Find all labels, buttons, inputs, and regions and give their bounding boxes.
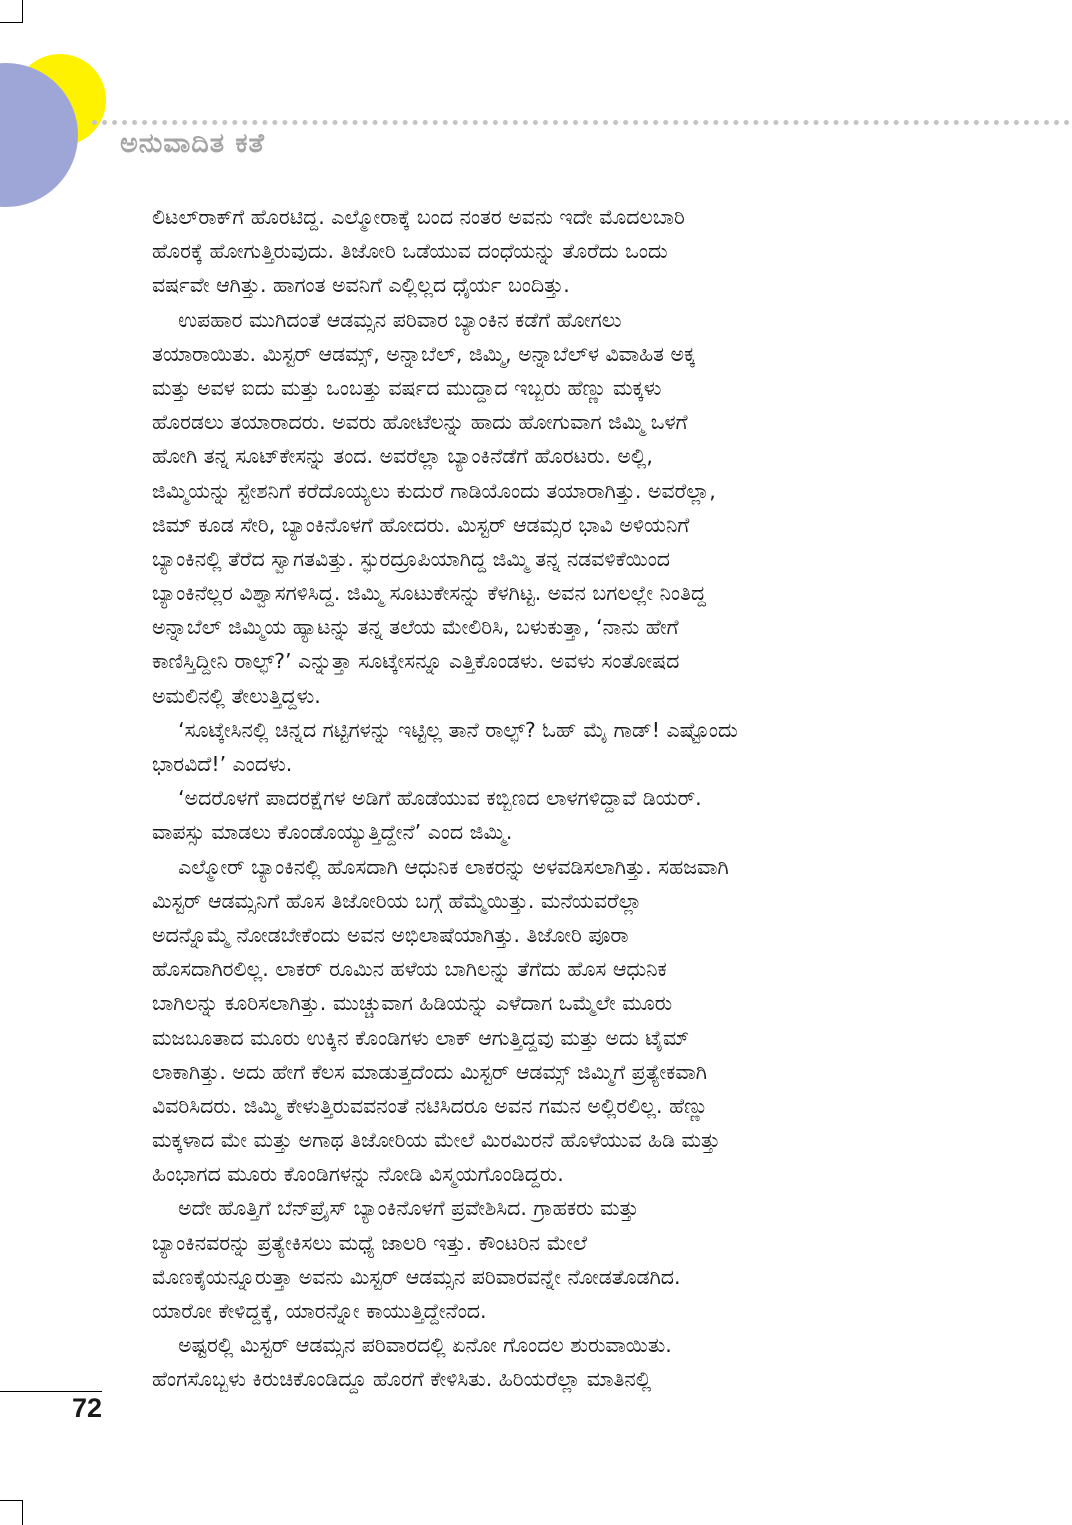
text-line: ಮತ್ತು ಅವಳ ಐದು ಮತ್ತು ಒಂಬತ್ತು ವರ್ಷದ ಮುದ್ದಾದ ಇಬ್ಬರು ಹೆಣ್ಣು ಮಕ್ಕಳು [152,375,662,400]
text-line: ಜಿಮ್ ಕೂಡ ಸೇರಿ, ಬ್ಯಾಂಕಿನೊಳಗೆ ಹೋದರು. ಮಿಸ್ಟರ್ ಆಡಮ್ಸರ ಭಾವಿ ಅಳಿಯನಿಗೆ [152,512,690,537]
text-line: ಭಾರವಿದೆ!’ ಎಂದಳು. [152,752,293,776]
text-line: ಹೆಂಗಸೊಬ್ಬಳು ಕಿರುಚಿಕೊಂಡಿದ್ದೂ ಹೊರಗೆ ಕೇಳಿಸಿತು. ಹಿರಿಯರೆಲ್ಲಾ ಮಾತಿನಲ್ಲಿ [152,1367,652,1392]
page-number-rule [0,1391,102,1392]
page-number: 72 [72,1393,103,1423]
text-line: ಮಜಬೂತಾದ ಮೂರು ಉಕ್ಕಿನ ಕೊಂಡಿಗಳು ಲಾಕ್ ಆಗುತ್ತಿದ್ದವು ಮತ್ತು ಅದು ಟೈಮ್ [152,1025,690,1050]
text-line: ಹೊರಕ್ಕೆ ಹೋಗುತ್ತಿರುವುದು. ತಿಜೋರಿ ಒಡೆಯುವ ದಂಧೆಯನ್ನು ತೊರೆದು ಒಂದು [152,239,668,264]
text-line: ಬಾಗಿಲನ್ನು ಕೂರಿಸಲಾಗಿತ್ತು. ಮುಚ್ಚುವಾಗ ಹಿಡಿಯನ್ನು ಎಳೆದಾಗ ಒಮ್ಮೆಲೇ ಮೂರು [152,991,673,1016]
text-line: ಎಲ್ಮೋರ್ ಬ್ಯಾಂಕಿನಲ್ಲಿ ಹೊಸದಾಗಿ ಆಧುನಿಕ ಲಾಕರನ್ನು ಅಳವಡಿಸಲಾಗಿತ್ತು. ಸಹಜವಾಗಿ [152,854,729,879]
text-line: ಹೊಸದಾಗಿರಲಿಲ್ಲ. ಲಾಕರ್ ರೂಮಿನ ಹಳೆಯ ಬಾಗಿಲನ್ನು ತೆಗೆದು ಹೊಸ ಆಧುನಿಕ [152,957,667,982]
text-line: ಹೊರಡಲು ತಯಾರಾದರು. ಅವರು ಹೋಟೆಲನ್ನು ಹಾದು ಹೋಗುವಾಗ ಜಿಮ್ಮಿ ಒಳಗೆ [152,410,688,435]
text-line: ತಯಾರಾಯಿತು. ಮಿಸ್ಟರ್ ಆಡಮ್ಸ್, ಅನ್ನಾಬೆಲ್, ಜಿಮ್ಮಿ, ಅನ್ನಾಬೆಲ್‌ಳ ವಿವಾಹಿತ ಅಕ್ಕ [152,341,696,366]
text-line: ಅದನ್ನೊಮ್ಮೆ ನೋಡಬೇಕೆಂದು ಅವನ ಅಭಿಲಾಷೆಯಾಗಿತ್ತು. ತಿಜೋರಿ ಪೂರಾ [152,922,629,947]
text-line: ‘ಅದರೊಳಗೆ ಪಾದರಕ್ಷೆಗಳ ಅಡಿಗೆ ಹೊಡೆಯುವ ಕಬ್ಬಿಣದ ಲಾಳಗಳಿದ್ದಾವೆ ಡಿಯರ್. [152,786,702,811]
text-line: ಮಕ್ಕಳಾದ ಮೇ ಮತ್ತು ಅಗಾಥ ತಿಜೋರಿಯ ಮೇಲೆ ಮಿರಮಿರನೆ ಹೊಳೆಯುವ ಹಿಡಿ ಮತ್ತು [152,1128,721,1153]
section-title: ಅನುವಾದಿತ ಕತೆ [120,128,265,159]
text-line: ಮೊಣಕೈಯನ್ನೂರುತ್ತಾ ಅವನು ಮಿಸ್ಟರ್ ಆಡಮ್ಸನ ಪರಿವಾರವನ್ನೇ ನೋಡತೊಡಗಿದ. [152,1264,681,1289]
text-line: ಲಾಕಾಗಿತ್ತು. ಅದು ಹೇಗೆ ಕೆಲಸ ಮಾಡುತ್ತದೆಂದು ಮಿಸ್ಟರ್ ಆಡಮ್ಸ್ ಜಿಮ್ಮಿಗೆ ಪ್ರತ್ಯೇಕವಾಗಿ [152,1059,707,1084]
text-line: ಜಿಮ್ಮಿಯನ್ನು ಸ್ಟೇಶನಿಗೆ ಕರೆದೊಯ್ಯಲು ಕುದುರೆ ಗಾಡಿಯೊಂದು ತಯಾರಾಗಿತ್ತು. ಅವರೆಲ್ಲಾ, [152,478,716,503]
text-line: ಯಾರೋ ಕೇಳಿದ್ದಕ್ಕೆ, ಯಾರನ್ನೋ ಕಾಯುತ್ತಿದ್ದೇನೆಂದ. [152,1299,487,1323]
text-line: ವಾಪಸ್ಸು ಮಾಡಲು ಕೊಂಡೊಯ್ಯುತ್ತಿದ್ದೇನೆ’ ಎಂದ ಜಿಮ್ಮಿ. [152,820,513,845]
header-dotted-rule [92,120,1070,125]
text-line: ಬ್ಯಾಂಕಿನೆಲ್ಲರ ವಿಶ್ವಾಸಗಳಿಸಿದ್ದ. ಜಿಮ್ಮಿ ಸೂಟುಕೇಸನ್ನು ಕೆಳಗಿಟ್ಟ. ಅವನ ಬಗಲಲ್ಲೇ ನಿಂತಿದ್ದ [152,581,707,606]
text-line: ಅಮಲಿನಲ್ಲಿ ತೇಲುತ್ತಿದ್ದಳು. [152,683,321,708]
text-line: ಕಾಣಿಸ್ತಿದ್ದೀನಿ ರಾಲ್ಫ್?’ ಎನ್ನುತ್ತಾ ಸೂಟ್ಕೇಸನ್ನೂ ಎತ್ತಿಕೊಂಡಳು. ಅವಳು ಸಂತೋಷದ [152,649,680,674]
text-line: ಅಷ್ಟರಲ್ಲಿ ಮಿಸ್ಟರ್ ಆಡಮ್ಸನ ಪರಿವಾರದಲ್ಲಿ ಏನೋ ಗೊಂದಲ ಶುರುವಾಯಿತು. [152,1333,672,1358]
text-line: ಹಿಂಭಾಗದ ಮೂರು ಕೊಂಡಿಗಳನ್ನು ನೋಡಿ ವಿಸ್ಮಯಗೊಂಡಿದ್ದರು. [152,1162,564,1187]
text-line: ಮಿಸ್ಟರ್ ಆಡಮ್ಸನಿಗೆ ಹೊಸ ತಿಜೋರಿಯ ಬಗ್ಗೆ ಹೆಮ್ಮೆಯಿತ್ತು. ಮನೆಯವರೆಲ್ಲಾ [152,888,642,913]
crop-mark [0,1500,23,1501]
text-line: ಬ್ಯಾಂಕಿನವರನ್ನು ಪ್ರತ್ಯೇಕಿಸಲು ಮಧ್ಯೆ ಜಾಲರಿ ಇತ್ತು. ಕೌಂಟರಿನ ಮೇಲೆ [152,1230,588,1255]
text-line: ಅದೇ ಹೊತ್ತಿಗೆ ಬೆನ್‌ಪ್ರೈಸ್ ಬ್ಯಾಂಕಿನೊಳಗೆ ಪ್ರವೇಶಿಸಿದ. ಗ್ರಾಹಕರು ಮತ್ತು [152,1196,639,1221]
crop-mark [22,1500,23,1525]
text-line: ಹೋಗಿ ತನ್ನ ಸೂಟ್‌ಕೇಸನ್ನು ತಂದ. ಅವರೆಲ್ಲಾ ಬ್ಯಾಂಕಿನೆಡೆಗೆ ಹೊರಟರು. ಅಲ್ಲಿ, [152,444,653,469]
text-line: ಅನ್ನಾಬೆಲ್ ಜಿಮ್ಮಿಯ ಹ್ಯಾಟನ್ನು ತನ್ನ ತಲೆಯ ಮೇಲಿರಿಸಿ, ಬಳುಕುತ್ತಾ, ‘ನಾನು ಹೇಗೆ [152,615,679,640]
text-line: ‘ಸೂಟ್ಕೇಸಿನಲ್ಲಿ ಚಿನ್ನದ ಗಟ್ಟಿಗಳನ್ನು ಇಟ್ಟಿಲ್ಲ ತಾನೆ ರಾಲ್ಫ್? ಓಹ್ ಮೈ ಗಾಡ್! ಎಷ್ಟೊಂದು [152,717,738,742]
text-line: ವಿವರಿಸಿದರು. ಜಿಮ್ಮಿ ಕೇಳುತ್ತಿರುವವನಂತೆ ನಟಿಸಿದರೂ ಅವನ ಗಮನ ಅಲ್ಲಿರಲಿಲ್ಲ. ಹೆಣ್ಣು [152,1093,709,1118]
text-line: ಬ್ಯಾಂಕಿನಲ್ಲಿ ತೆರೆದ ಸ್ವಾಗತವಿತ್ತು. ಸ್ಫುರದ್ರೂಪಿಯಾಗಿದ್ದ ಜಿಮ್ಮಿ ತನ್ನ ನಡವಳಿಕೆಯಿಂದ [152,546,671,571]
text-line: ಲಿಟಲ್‌ರಾಕ್‌ಗೆ ಹೊರಟಿದ್ದ. ಎಲ್ಮೋರಾಕ್ಕೆ ಬಂದ ನಂತರ ಅವನು ಇದೇ ಮೊದಲಬಾರಿ [152,205,685,229]
text-line: ಉಪಹಾರ ಮುಗಿದಂತೆ ಆಡಮ್ಸನ ಪರಿವಾರ ಬ್ಯಾಂಕಿನ ಕಡೆಗೆ ಹೋಗಲು [152,307,622,332]
story-body [152,200,912,1397]
text-line: ವರ್ಷವೇ ಆಗಿತ್ತು. ಹಾಗಂತ ಅವನಿಗೆ ಎಲ್ಲಿಲ್ಲದ ಧೈರ್ಯ ಬಂದಿತ್ತು. [152,273,570,298]
